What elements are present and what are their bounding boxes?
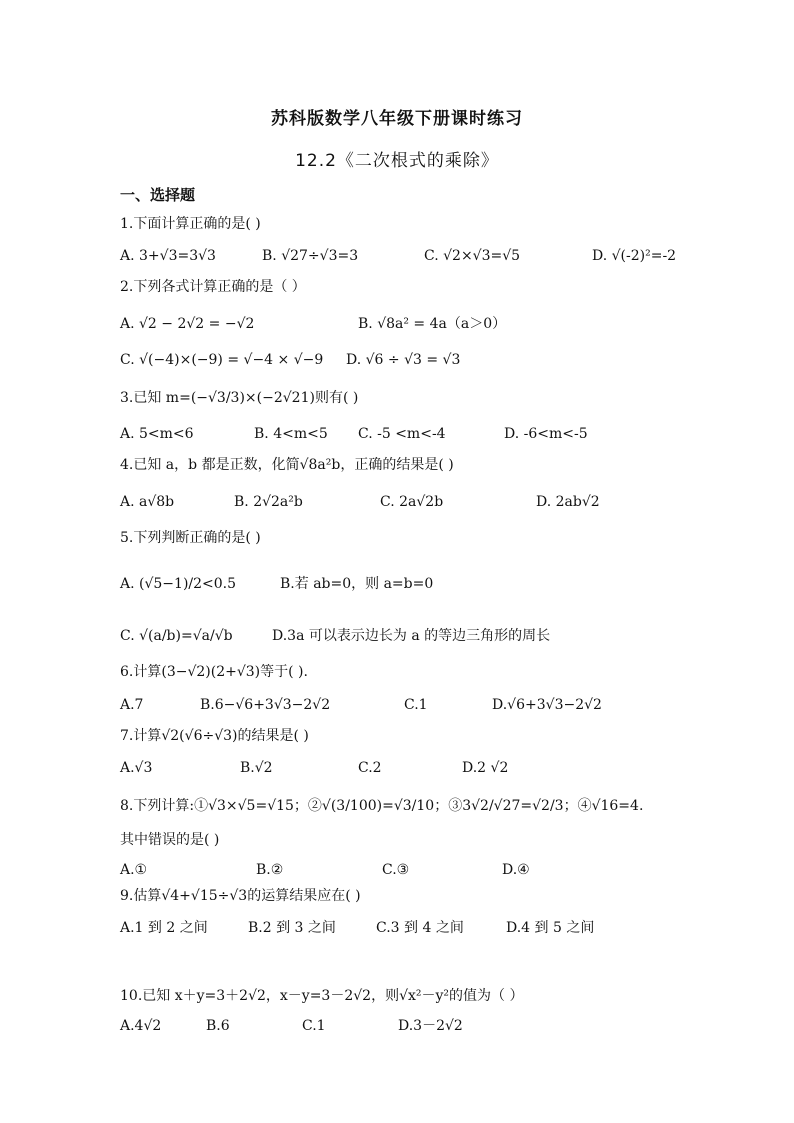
question-6-option-c: C.1: [404, 697, 428, 713]
question-10-option-c: C.1: [302, 1018, 326, 1034]
question-10-option-b: B.6: [206, 1018, 230, 1034]
question-6-option-d: D.√6+3√3−2√2: [492, 697, 602, 713]
question-3-option-b: B. 4<m<5: [254, 426, 328, 442]
question-9-option-c: C.3 到 4 之间: [376, 920, 464, 936]
question-9-option-d: D.4 到 5 之间: [506, 920, 595, 936]
question-3-option-d: D. -6<m<-5: [504, 426, 588, 442]
question-4-option-b: B. 2√2a²b: [234, 494, 303, 510]
question-9-option-b: B.2 到 3 之间: [248, 920, 336, 936]
question-7-option-c: C.2: [358, 760, 382, 776]
question-2-option-a: A. √2 − 2√2 = −√2: [120, 316, 255, 332]
question-10-option-d: D.3－2√2: [398, 1018, 463, 1034]
question-7-option-d: D.2 √2: [462, 760, 509, 776]
page-title: 苏科版数学八年级下册课时练习: [271, 109, 523, 129]
question-4-option-c: C. 2a√2b: [380, 494, 444, 510]
question-8-option-c: C.③: [382, 862, 410, 878]
question-9-option-a: A.1 到 2 之间: [120, 920, 208, 936]
question-2-option-b: B. √8a² = 4a（a＞0）: [358, 316, 507, 332]
question-3-option-a: A. 5<m<6: [120, 426, 194, 442]
question-4-option-a: A. a√8b: [120, 494, 175, 510]
question-5-option-a: A. (√5−1)/2<0.5: [120, 576, 237, 592]
question-6-stem: 6.计算(3−√2)(2+√3)等于( ).: [120, 664, 308, 680]
section-heading: 一、选择题: [120, 186, 196, 204]
question-5-option-c: C. √(a/b)=√a/√b: [120, 628, 233, 644]
question-9-stem: 9.估算√4+√15÷√3的运算结果应在( ): [120, 888, 361, 904]
question-8-stem-continued: 其中错误的是( ): [120, 832, 220, 848]
question-8-option-d: D.④: [502, 862, 530, 878]
question-8-stem: 8.下列计算:①√3×√5=√15；②√(3/100)=√3/10；③3√2/√27=√2/3；④√16=4.: [120, 798, 644, 814]
question-10-option-a: A.4√2: [120, 1018, 162, 1034]
question-2-stem: 2.下列各式计算正确的是（ ）: [120, 279, 306, 295]
question-5-option-b: B.若 ab=0，则 a=b=0: [280, 576, 434, 592]
question-8-option-b: B.②: [256, 862, 284, 878]
question-1-option-b: B. √27÷√3=3: [262, 248, 359, 264]
question-7-stem: 7.计算√2(√6÷√3)的结果是( ): [120, 728, 309, 744]
question-6-option-a: A.7: [120, 697, 144, 713]
question-10-stem: 10.已知 x＋y=3＋2√2，x－y=3－2√2，则√x²－y²的值为（ ）: [120, 988, 524, 1004]
question-7-option-a: A.√3: [120, 760, 153, 776]
question-1-stem: 1.下面计算正确的是( ): [120, 216, 261, 232]
question-3-stem: 3.已知 m=(−√3/3)×(−2√21)则有( ): [120, 390, 359, 406]
question-8-option-a: A.①: [120, 862, 148, 878]
question-6-option-b: B.6−√6+3√3−2√2: [200, 697, 331, 713]
question-7-option-b: B.√2: [240, 760, 273, 776]
question-1-option-c: C. √2×√3=√5: [424, 248, 521, 264]
question-5-stem: 5.下列判断正确的是( ): [120, 530, 261, 546]
question-4-option-d: D. 2ab√2: [536, 494, 600, 510]
question-5-option-d: D.3a 可以表示边长为 a 的等边三角形的周长: [272, 628, 551, 644]
question-1-option-d: D. √(-2)²=-2: [592, 248, 677, 264]
question-1-option-a: A. 3+√3=3√3: [120, 248, 216, 264]
question-3-option-c: C. -5 <m<-4: [358, 426, 446, 442]
question-2-option-d: D. √6 ÷ √3 = √3: [346, 352, 461, 368]
page-subtitle: 12.2《二次根式的乘除》: [295, 151, 499, 171]
question-4-stem: 4.已知 a，b 都是正数，化简√8a²b，正确的结果是( ): [120, 457, 454, 473]
question-2-option-c: C. √(−4)×(−9) = √−4 × √−9: [120, 352, 324, 368]
